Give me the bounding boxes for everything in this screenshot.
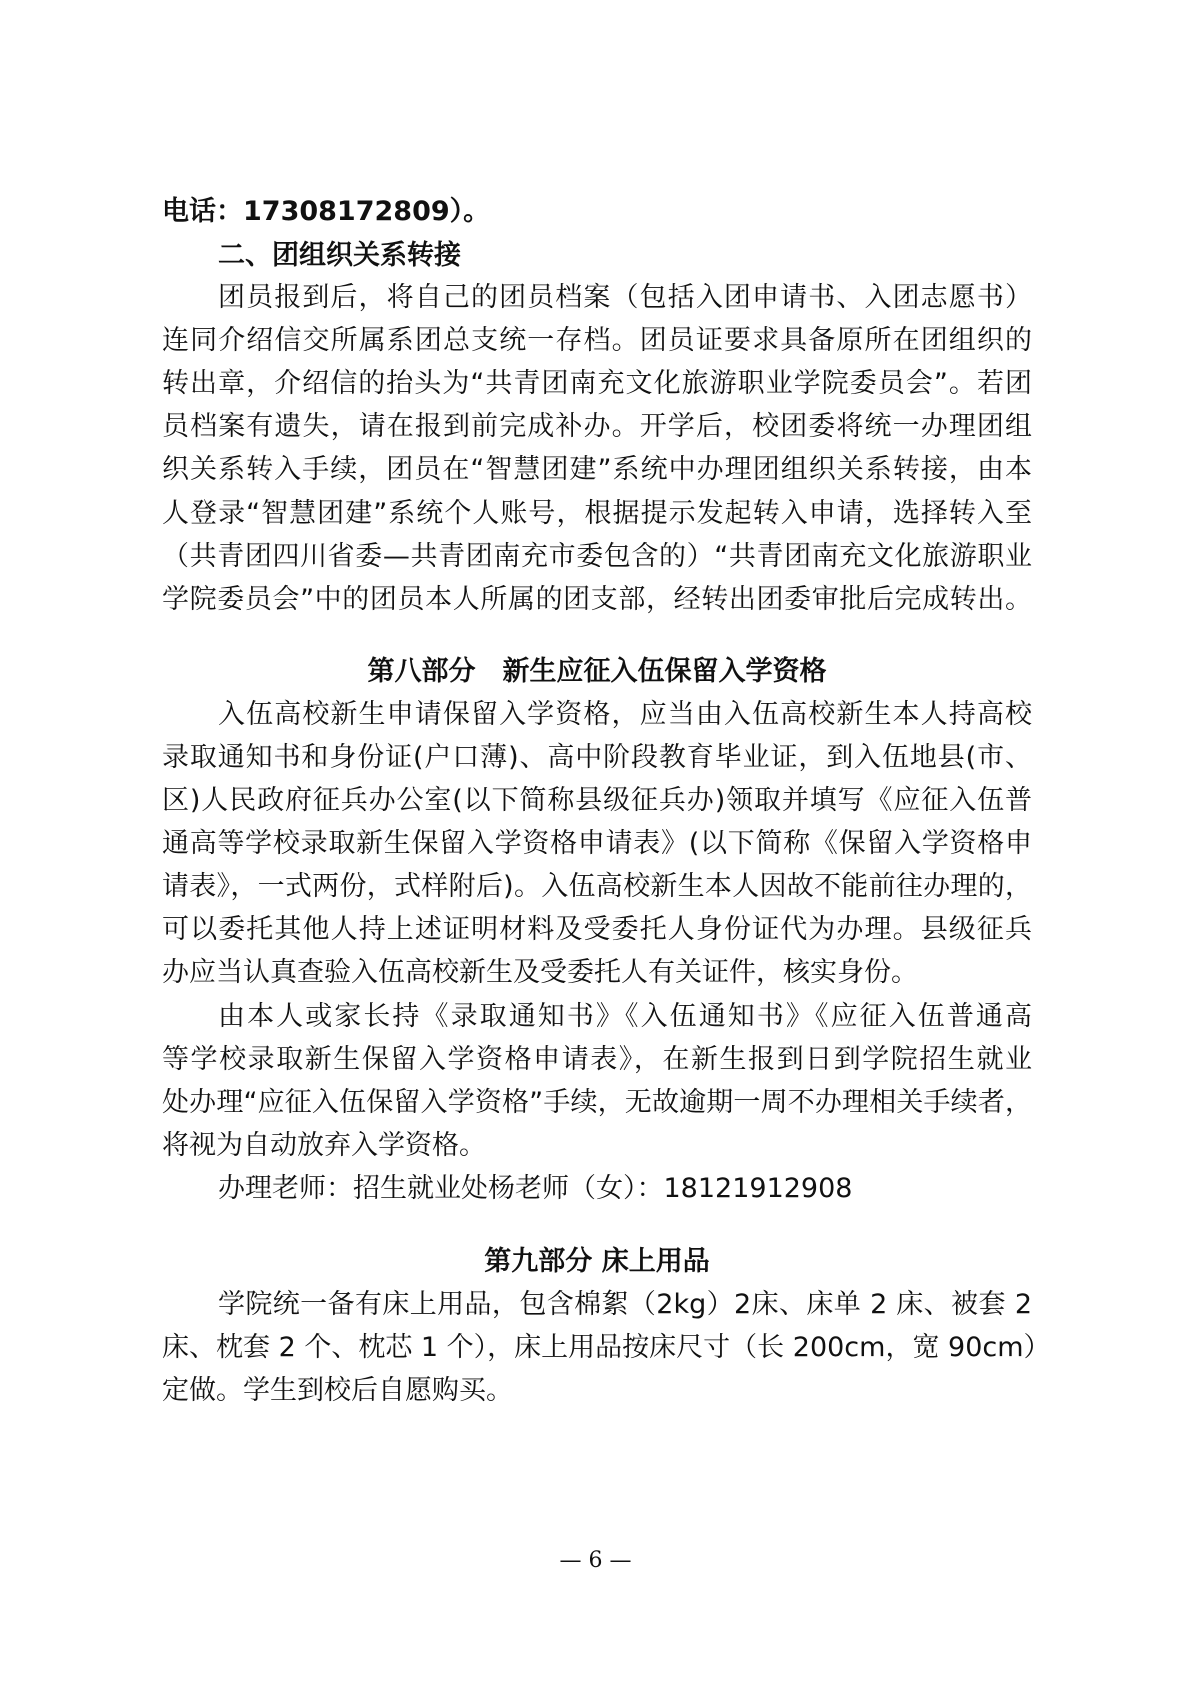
section-two-line: 团员报到后，将自己的团员档案（包括入团申请书、入团志愿书） bbox=[218, 282, 1032, 313]
section-two-line: 织关系转入手续，团员在“智慧团建”系统中办理团组织关系转接，由本 bbox=[162, 454, 1032, 485]
part-eight-line: 处办理“应征入伍保留入学资格”手续，无故逾期一周不办理相关手续者， bbox=[162, 1087, 1032, 1118]
part-nine-line: 学院统一备有床上用品，包含棉絮（2kg）2床、床单 2 床、被套 2 bbox=[218, 1289, 1032, 1320]
part-eight-line: 入伍高校新生申请保留入学资格，应当由入伍高校新生本人持高校 bbox=[218, 699, 1032, 730]
part-eight-heading: 第八部分 新生应征入伍保留入学资格 bbox=[367, 656, 827, 687]
section-two-line: 人登录“智慧团建”系统个人账号，根据提示发起转入申请，选择转入至 bbox=[162, 498, 1032, 529]
part-eight-line: 区)人民政府征兵办公室(以下简称县级征兵办)领取并填写《应征入伍普 bbox=[162, 785, 1032, 816]
part-eight-line: 请表》，一式两份，式样附后)。入伍高校新生本人因故不能前往办理的， bbox=[162, 871, 1032, 902]
part-eight-line: 将视为自动放弃入学资格。 bbox=[162, 1130, 486, 1161]
section-two-line: （共青团四川省委—共青团南充市委包含的）“共青团南充文化旅游职业 bbox=[162, 541, 1032, 572]
part-nine-heading: 第九部分 床上用品 bbox=[484, 1246, 710, 1277]
page-number: — 6 — bbox=[559, 1548, 632, 1573]
phone-continuation-line: 电话：17308172809）。 bbox=[162, 196, 491, 227]
section-two-line: 员档案有遗失，请在报到前完成补办。开学后，校团委将统一办理团组 bbox=[162, 411, 1032, 442]
part-eight-line: 可以委托其他人持上述证明材料及受委托人身份证代为办理。县级征兵 bbox=[162, 914, 1032, 945]
part-eight-line: 录取通知书和身份证(户口薄)、高中阶段教育毕业证，到入伍地县(市、 bbox=[162, 742, 1032, 773]
part-eight-line: 通高等学校录取新生保留入学资格申请表》(以下简称《保留入学资格申 bbox=[162, 828, 1032, 859]
contact-teacher-line: 办理老师：招生就业处杨老师（女）：18121912908 bbox=[218, 1173, 853, 1204]
section-two-heading: 二、团组织关系转接 bbox=[218, 240, 461, 271]
part-nine-line: 床、枕套 2 个、枕芯 1 个），床上用品按床尺寸（长 200cm，宽 90cm） bbox=[162, 1332, 1051, 1363]
part-eight-line: 办应当认真查验入伍高校新生及受委托人有关证件，核实身份。 bbox=[162, 957, 918, 988]
part-nine-line: 定做。学生到校后自愿购买。 bbox=[162, 1375, 513, 1406]
part-eight-line: 等学校录取新生保留入学资格申请表》，在新生报到日到学院招生就业 bbox=[162, 1044, 1032, 1075]
part-eight-line: 由本人或家长持《录取通知书》《入伍通知书》《应征入伍普通高 bbox=[218, 1001, 1032, 1032]
section-two-line: 转出章，介绍信的抬头为“共青团南充文化旅游职业学院委员会”。若团 bbox=[162, 368, 1032, 399]
section-two-line: 学院委员会”中的团员本人所属的团支部，经转出团委审批后完成转出。 bbox=[162, 584, 1032, 615]
section-two-line: 连同介绍信交所属系团总支统一存档。团员证要求具备原所在团组织的 bbox=[162, 325, 1032, 356]
